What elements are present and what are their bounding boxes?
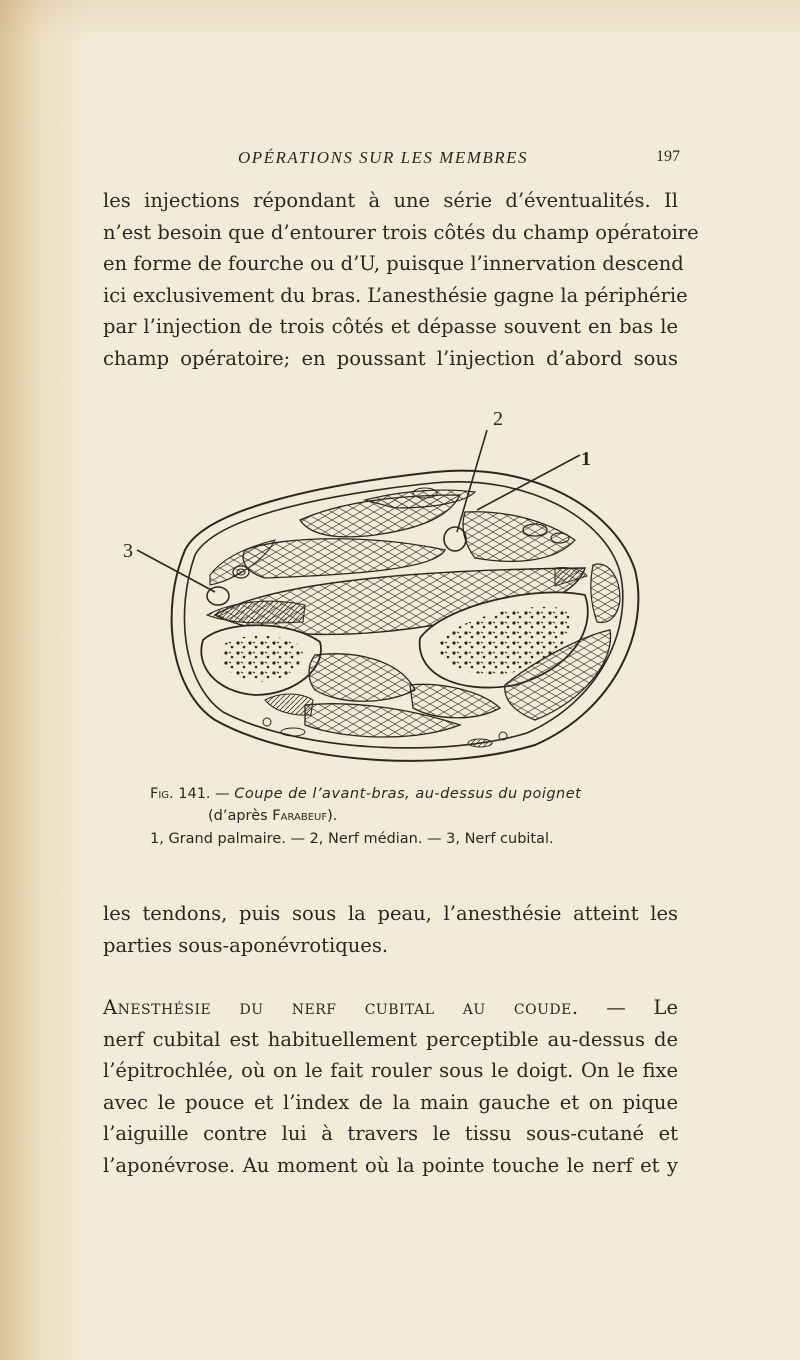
text-line: en forme de fourche ou d’U, puisque l’innervation descend [103, 252, 684, 275]
forearm-cross-section-illustration [115, 400, 675, 770]
caption-attribution [150, 805, 620, 827]
superficial-vein [281, 728, 305, 736]
text-fragment: Le [653, 996, 678, 1019]
figure-legend: 1, Grand palmaire. — 2, Nerf médian. — 3, Nerf cubital. [150, 831, 554, 847]
text-line: n’est besoin que d’entourer trois côtés du champ opératoire [103, 220, 699, 244]
text-line: l’épitrochlée, où on le fait rouler sous le doigt. On le fixe [103, 1059, 678, 1082]
superficial-vein [468, 739, 492, 747]
heading-dash: — [606, 996, 626, 1019]
figure-number: Fig. 141. [150, 786, 211, 802]
section-heading: Anesthésie du nerf cubital au coude. [103, 996, 579, 1019]
label-2: 2 [493, 408, 503, 430]
running-title: OPÉRATIONS SUR LES MEMBRES [238, 148, 529, 167]
muscle-shape [243, 539, 445, 578]
section-heading-line [103, 992, 678, 1024]
text-line: parties sous-aponévrotiques. [103, 933, 389, 957]
paragraph-2 [103, 898, 678, 961]
paragraph-1 [103, 185, 699, 374]
text-line: ici exclusivement du bras. L’anesthésie gagne la périphérie [103, 283, 688, 307]
muscle-shape [309, 654, 415, 701]
figure-caption [150, 783, 620, 827]
forearm-cross-section-figure [115, 400, 675, 770]
leader-line-1 [477, 455, 580, 510]
figure-title: Coupe de l’avant-bras, au-dessus du poignet [234, 786, 582, 802]
text-line: les tendons, puis sous la peau, l’anesthésie atteint les [103, 902, 678, 925]
muscle-shape [591, 564, 620, 622]
text-line: nerf cubital est habituellement perceptible au-dessus de [103, 1027, 678, 1051]
vessel-circle [263, 718, 271, 726]
paragraph-3 [103, 992, 678, 1181]
muscle-shape [410, 684, 500, 717]
text-line: avec le pouce et l’index de la main gauche et on pique [103, 1090, 678, 1114]
label-3: 3 [123, 540, 133, 562]
attribution-author: Farabeuf [272, 808, 328, 824]
caption-dash: — [215, 786, 230, 802]
leader-line-3 [137, 550, 215, 592]
page-header [100, 148, 680, 170]
text-line: champ opératoire; en poussant l’injection d’abord sous [103, 346, 678, 370]
muscle-shape [463, 512, 575, 562]
attribution-prefix: (d’après [208, 808, 273, 824]
attribution-suffix: ). [327, 808, 338, 824]
label-1: 1 [581, 448, 591, 470]
caption-line [150, 783, 620, 805]
text-line: les injections répondant à une série d’éventualités. Il [103, 189, 678, 212]
muscle-shape [265, 694, 313, 715]
median-nerve [444, 527, 466, 551]
page-number: 197 [656, 148, 680, 165]
text-line: par l’injection de trois côtés et dépasse souvent en bas le [103, 315, 678, 338]
text-line: l’aiguille contre lui à travers le tissu sous-cutané et [103, 1122, 678, 1145]
text-line: l’aponévrose. Au moment où la pointe touche le nerf et y [103, 1153, 678, 1177]
